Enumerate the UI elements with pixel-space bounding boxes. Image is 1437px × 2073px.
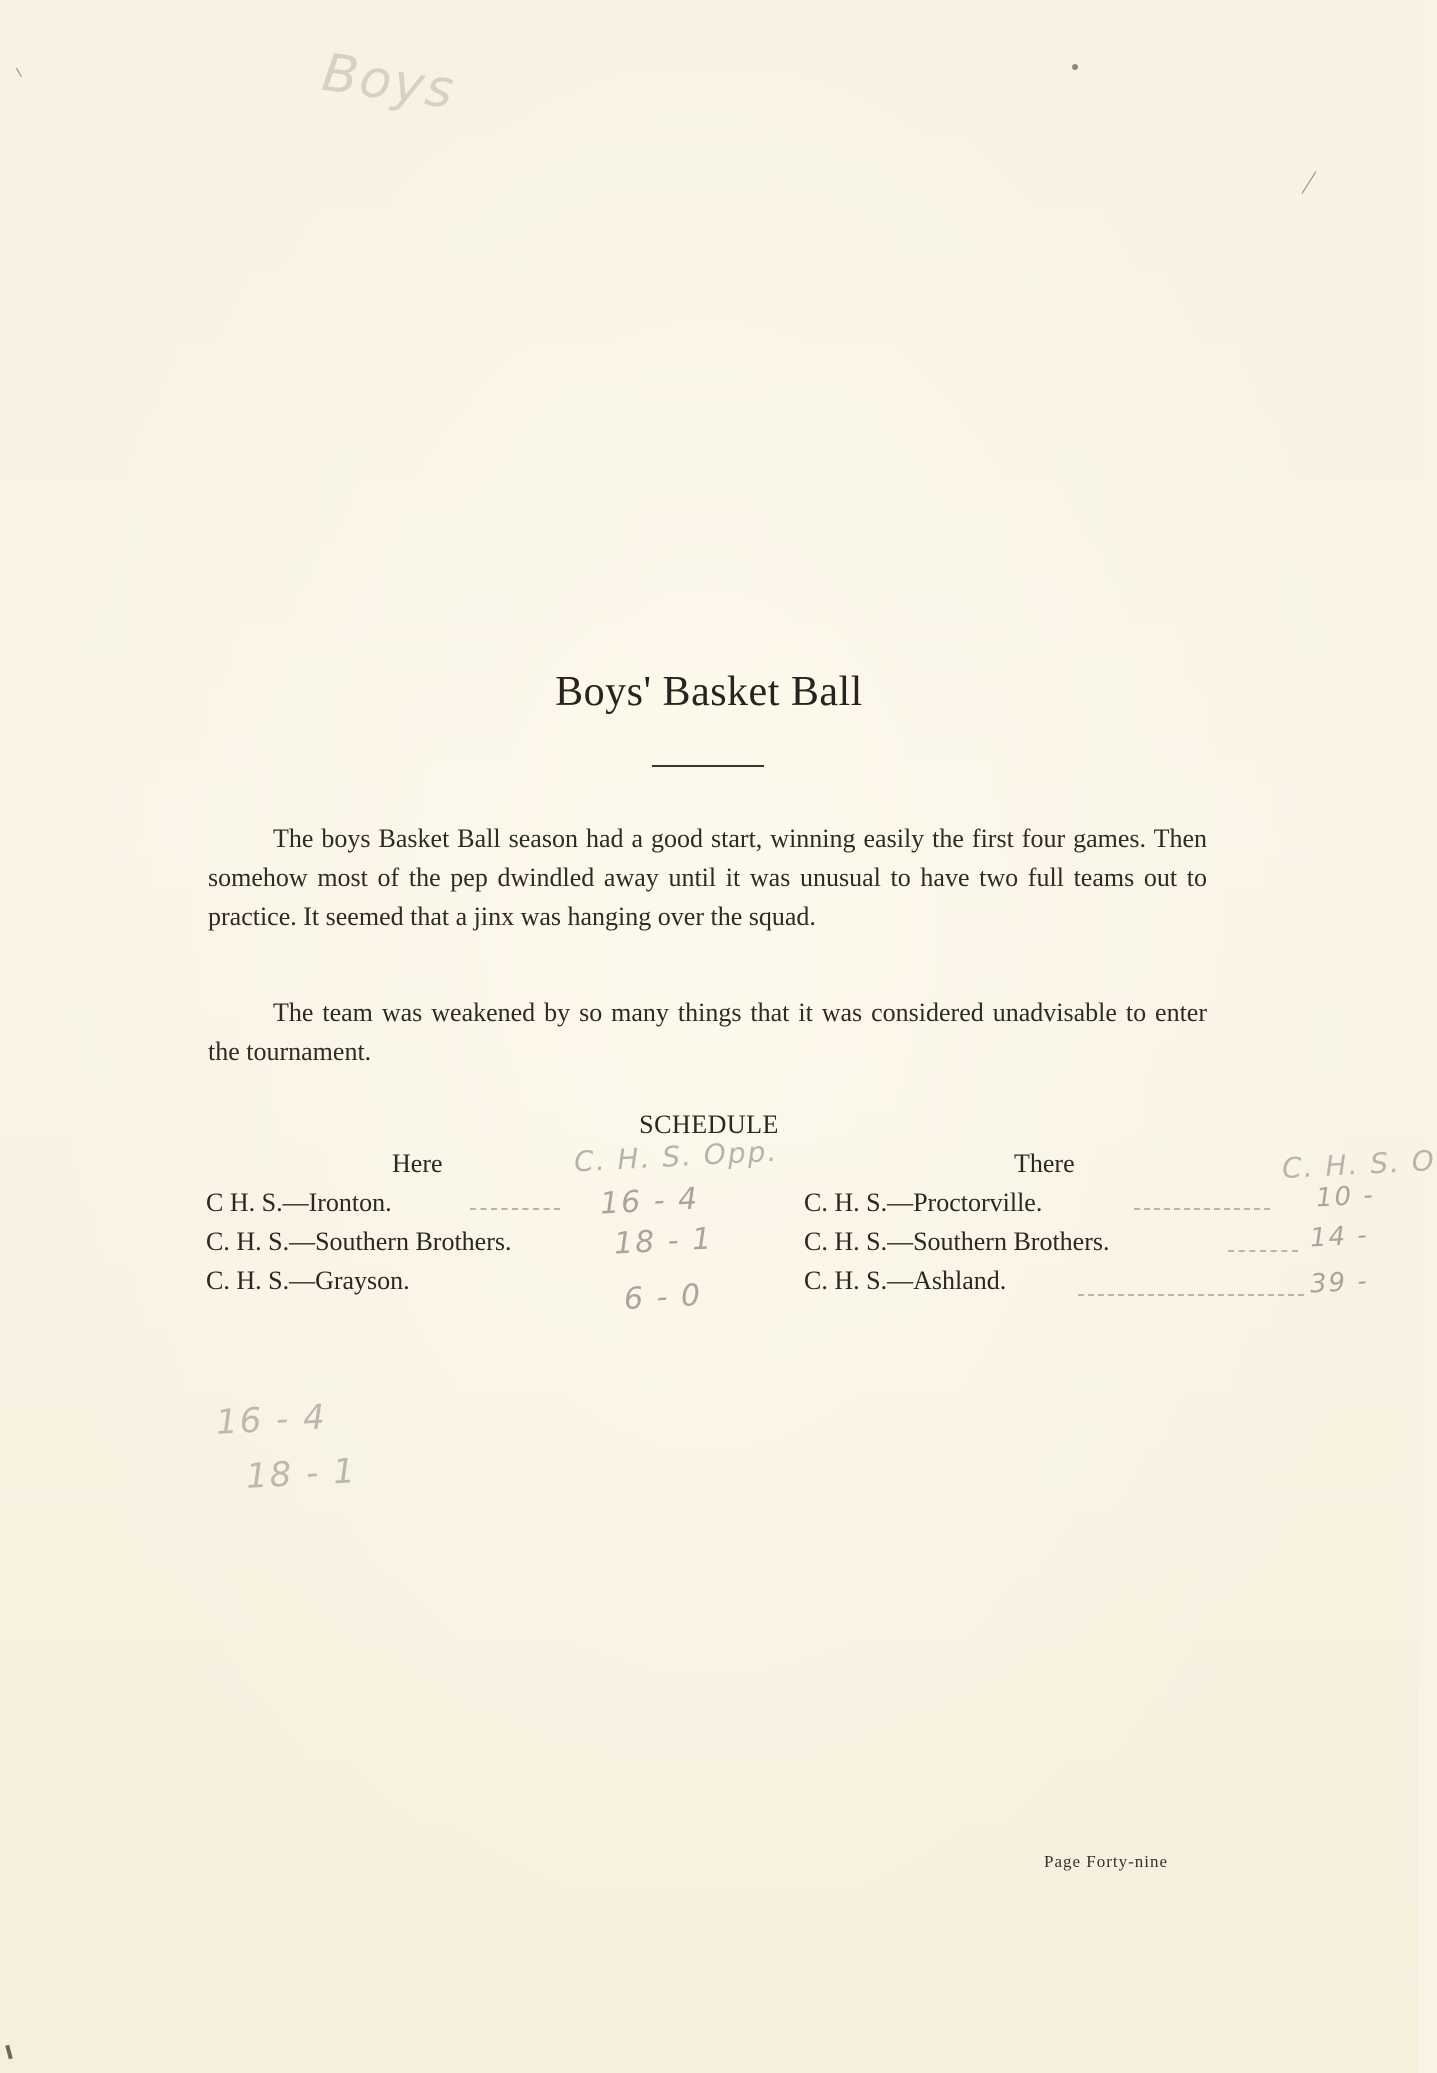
page-number: Page Forty-nine xyxy=(1044,1852,1169,1871)
pencil-there-score: 10 - xyxy=(1315,1180,1376,1214)
there-column-heading: There xyxy=(1014,1149,1075,1178)
paragraph-2: The team was weakened by so many things that it was considered unadvisable to enter the tournament. xyxy=(208,998,1207,1066)
title-divider xyxy=(652,765,764,767)
pencil-dash-line xyxy=(470,1208,560,1210)
here-column-heading: Here xyxy=(392,1149,443,1178)
pencil-dash-line xyxy=(1228,1250,1298,1252)
there-game: C. H. S.—Proctorville. xyxy=(804,1188,1043,1217)
pencil-margin-score: 16 - 4 xyxy=(215,1397,328,1443)
paragraph-1: The boys Basket Ball season had a good start, winning easily the first four games. Then somehow most of the pep dwindled away until it was unusual to have two full teams out to practice. It seemed that a jinx was hanging over the squad. xyxy=(208,824,1207,931)
there-game: C. H. S.—Southern Brothers. xyxy=(804,1227,1110,1256)
here-game: C. H. S.—Southern Brothers. xyxy=(206,1227,512,1256)
pencil-dash-line xyxy=(1078,1294,1304,1296)
pencil-margin-score: 18 - 1 xyxy=(245,1451,358,1497)
pencil-here-score: 18 - 1 xyxy=(613,1221,715,1262)
pencil-tick xyxy=(16,68,22,77)
pencil-here-score: 6 - 0 xyxy=(623,1277,703,1318)
pencil-here-header: C. H. S. Opp. xyxy=(573,1134,780,1179)
there-game: C. H. S.—Ashland. xyxy=(804,1266,1007,1295)
pencil-tick xyxy=(1302,171,1317,194)
paper-speck xyxy=(1072,64,1078,70)
pencil-here-score: 16 - 4 xyxy=(599,1181,701,1222)
edge-mark xyxy=(5,2045,12,2060)
pencil-dash-line xyxy=(1134,1208,1270,1210)
page-title: Boys' Basket Ball xyxy=(555,669,863,715)
here-game: C H. S.—Ironton. xyxy=(206,1188,392,1217)
pencil-there-score: 14 - xyxy=(1309,1220,1370,1254)
here-game: C. H. S.—Grayson. xyxy=(206,1266,410,1295)
pencil-note-top: Boys xyxy=(318,43,459,121)
pencil-there-score: 39 - xyxy=(1309,1266,1370,1300)
pencil-there-header: C. H. S. O xyxy=(1281,1143,1437,1186)
schedule-heading: SCHEDULE xyxy=(639,1110,779,1139)
